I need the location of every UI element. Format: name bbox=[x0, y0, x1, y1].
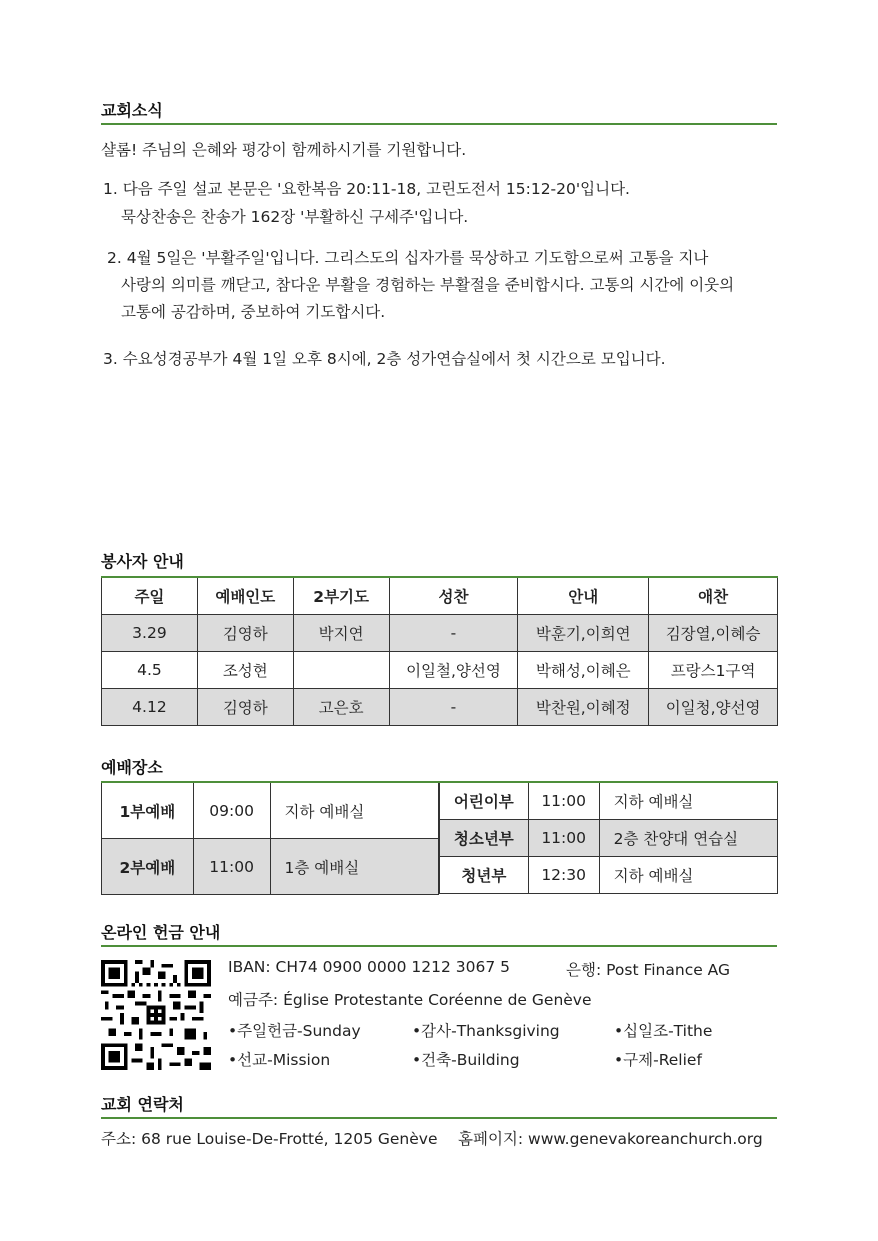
news-item-1-line-1: 1. 다음 주일 설교 본문은 '요한복음 20:11-18, 고린도전서 15:12-20'입니다. bbox=[103, 180, 630, 198]
volunteers-table bbox=[101, 576, 778, 726]
header-cell: 2부기도 bbox=[293, 577, 389, 615]
table-cell: 프랑스1구역 bbox=[649, 652, 778, 689]
news-title: 교회소식 bbox=[101, 101, 163, 120]
table-cell: 김장열,이혜승 bbox=[649, 615, 778, 652]
table-row bbox=[440, 782, 778, 820]
giving-title: 온라인 헌금 안내 bbox=[101, 923, 221, 942]
table-cell: 3.29 bbox=[102, 615, 198, 652]
header-cell: 성찬 bbox=[389, 577, 518, 615]
news-item-2-line-1: 2. 4월 5일은 '부활주일'입니다. 그리스도의 십자가를 묵상하고 기도함으로써 고통을 지나 bbox=[107, 249, 709, 267]
dept-time: 11:00 bbox=[528, 782, 599, 820]
news-item-2-line-2: 사랑의 의미를 깨닫고, 참다운 부활을 경험하는 부활절을 준비합시다. 고통의 시간에 이웃의 bbox=[121, 276, 735, 294]
volunteers-title: 봉사자 안내 bbox=[101, 552, 184, 571]
giving-category: •건축-Building bbox=[412, 1051, 520, 1069]
table-cell: - bbox=[389, 689, 518, 726]
table-cell: 박지연 bbox=[293, 615, 389, 652]
dept-name: 청소년부 bbox=[440, 820, 529, 857]
news-rule bbox=[101, 123, 777, 125]
table-row bbox=[102, 782, 439, 839]
table-row bbox=[102, 652, 778, 689]
table-row bbox=[102, 615, 778, 652]
dept-name: 어린이부 bbox=[440, 782, 529, 820]
dept-place: 지하 예배실 bbox=[599, 782, 777, 820]
dept-time: 11:00 bbox=[528, 820, 599, 857]
header-cell: 애찬 bbox=[649, 577, 778, 615]
header-cell: 안내 bbox=[518, 577, 649, 615]
giving-category: •구제-Relief bbox=[614, 1051, 702, 1069]
header-cell: 예배인도 bbox=[197, 577, 293, 615]
table-row bbox=[440, 857, 778, 894]
iban-text: IBAN: CH74 0900 0000 1212 3067 5 bbox=[228, 958, 511, 976]
places-title: 예배장소 bbox=[101, 758, 163, 777]
service-place: 지하 예배실 bbox=[270, 782, 438, 839]
table-cell: - bbox=[389, 615, 518, 652]
news-item-2-line-3: 고통에 공감하며, 중보하여 기도합시다. bbox=[121, 303, 386, 321]
table-cell: 박찬원,이혜정 bbox=[518, 689, 649, 726]
news-item-3-line-1: 3. 수요성경공부가 4월 1일 오후 8시에, 2층 성가연습실에서 첫 시간으로 모입니다. bbox=[103, 350, 666, 368]
dept-name: 청년부 bbox=[440, 857, 529, 894]
service-time: 11:00 bbox=[193, 839, 270, 895]
table-cell: 4.5 bbox=[102, 652, 198, 689]
address-text: 주소: 68 rue Louise-De-Frotté, 1205 Genève bbox=[101, 1130, 438, 1148]
giving-category: •주일헌금-Sunday bbox=[228, 1022, 361, 1040]
giving-category: •선교-Mission bbox=[228, 1051, 331, 1069]
homepage-text[interactable]: 홈페이지: www.genevakoreanchurch.org bbox=[458, 1130, 763, 1148]
service-name: 2부예배 bbox=[102, 839, 194, 895]
contact-rule bbox=[101, 1117, 777, 1119]
dept-place: 2층 찬양대 연습실 bbox=[599, 820, 777, 857]
places-left-table bbox=[101, 781, 439, 895]
table-cell: 이일철,양선영 bbox=[389, 652, 518, 689]
giving-rule bbox=[101, 945, 777, 947]
table-cell: 김영하 bbox=[197, 689, 293, 726]
table-cell: 고은호 bbox=[293, 689, 389, 726]
giving-category: •십일조-Tithe bbox=[614, 1022, 713, 1040]
places-right-table bbox=[439, 781, 778, 894]
volunteers-header-row bbox=[102, 577, 778, 615]
account-holder-text: 예금주: Église Protestante Coréenne de Genève bbox=[228, 991, 592, 1009]
giving-category: •감사-Thanksgiving bbox=[412, 1022, 560, 1040]
table-cell: 김영하 bbox=[197, 615, 293, 652]
table-row bbox=[440, 820, 778, 857]
greeting: 샬롬! 주님의 은혜와 평강이 함께하시기를 기원합니다. bbox=[101, 141, 467, 159]
service-time: 09:00 bbox=[193, 782, 270, 839]
table-cell bbox=[293, 652, 389, 689]
table-cell: 4.12 bbox=[102, 689, 198, 726]
table-cell: 박해성,이혜은 bbox=[518, 652, 649, 689]
table-cell: 조성현 bbox=[197, 652, 293, 689]
header-cell: 주일 bbox=[102, 577, 198, 615]
dept-time: 12:30 bbox=[528, 857, 599, 894]
table-cell: 이일청,양선영 bbox=[649, 689, 778, 726]
contact-title: 교회 연락처 bbox=[101, 1095, 184, 1114]
dept-place: 지하 예배실 bbox=[599, 857, 777, 894]
news-item-1-line-2: 묵상찬송은 찬송가 162장 '부활하신 구세주'입니다. bbox=[121, 208, 469, 226]
table-row bbox=[102, 689, 778, 726]
qr-code-icon bbox=[101, 960, 211, 1070]
service-name: 1부예배 bbox=[102, 782, 194, 839]
table-row bbox=[102, 839, 439, 895]
service-place: 1층 예배실 bbox=[270, 839, 438, 895]
bank-text: 은행: Post Finance AG bbox=[566, 961, 731, 979]
table-cell: 박훈기,이희연 bbox=[518, 615, 649, 652]
